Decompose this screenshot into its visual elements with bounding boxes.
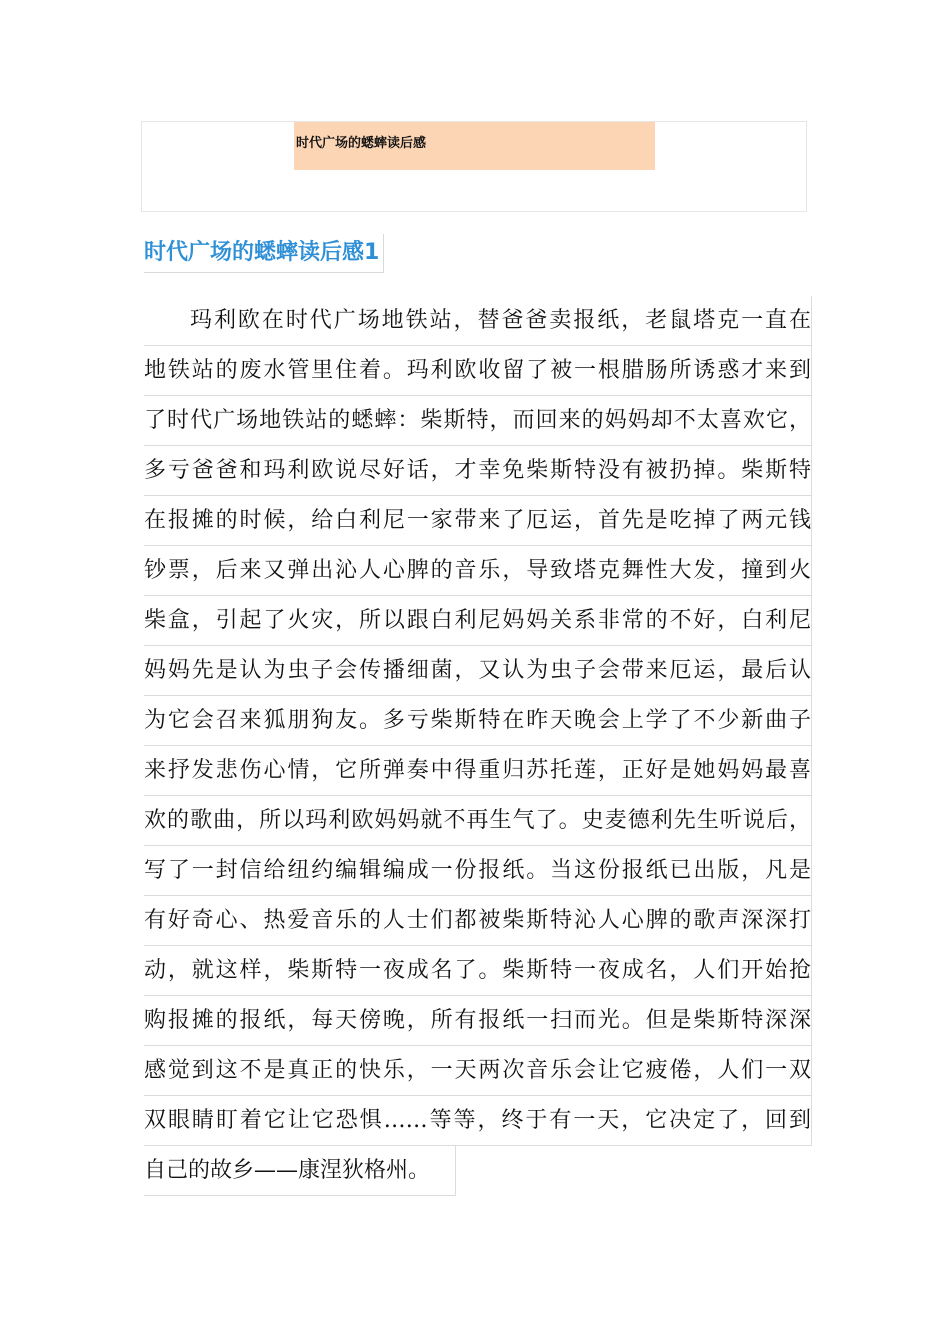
body-line: 有好奇心、热爱音乐的人士们都被柴斯特沁人心脾的歌声深深打: [144, 896, 812, 946]
header-title: 时代广场的蟋蟀读后感: [296, 136, 427, 151]
section-heading: 时代广场的蟋蟀读后感1: [144, 234, 384, 273]
body-line: 地铁站的废水管里住着。玛利欧收留了被一根腊肠所诱惑才来到: [144, 346, 812, 396]
body-line: 妈妈先是认为虫子会传播细菌，又认为虫子会带来厄运，最后认: [144, 646, 812, 696]
body-line: 动，就这样，柴斯特一夜成名了。柴斯特一夜成名，人们开始抢: [144, 946, 812, 996]
body-line: 自己的故乡——康涅狄格州。: [144, 1146, 456, 1196]
body-line: 欢的歌曲，所以玛利欧妈妈就不再生气了。史麦德利先生听说后，: [144, 796, 812, 846]
body-line: 感觉到这不是真正的快乐，一天两次音乐会让它疲倦，人们一双: [144, 1046, 812, 1096]
body-line: 柴盒，引起了火灾，所以跟白利尼妈妈关系非常的不好，白利尼: [144, 596, 812, 646]
body-line: 在报摊的时候，给白利尼一家带来了厄运，首先是吃掉了两元钱: [144, 496, 812, 546]
body-line: 钞票，后来又弹出沁人心脾的音乐，导致塔克舞性大发，撞到火: [144, 546, 812, 596]
body-line: 购报摊的报纸，每天傍晚，所有报纸一扫而光。但是柴斯特深深: [144, 996, 812, 1046]
body-line: 双眼睛盯着它让它恐惧……等等，终于有一天，它决定了，回到: [144, 1096, 812, 1146]
body-line: 了时代广场地铁站的蟋蟀：柴斯特，而回来的妈妈却不太喜欢它，: [144, 396, 812, 446]
body-line: 玛利欧在时代广场地铁站，替爸爸卖报纸，老鼠塔克一直在: [144, 296, 812, 346]
body-line: 多亏爸爸和玛利欧说尽好话，才幸免柴斯特没有被扔掉。柴斯特: [144, 446, 812, 496]
body-line: 写了一封信给纽约编辑编成一份报纸。当这份报纸已出版，凡是: [144, 846, 812, 896]
body-line: 来抒发悲伤心情，它所弹奏中得重归苏托莲，正好是她妈妈最喜: [144, 746, 812, 796]
article-body: [144, 296, 812, 1196]
body-line: 为它会召来狐朋狗友。多亏柴斯特在昨天晚会上学了不少新曲子: [144, 696, 812, 746]
